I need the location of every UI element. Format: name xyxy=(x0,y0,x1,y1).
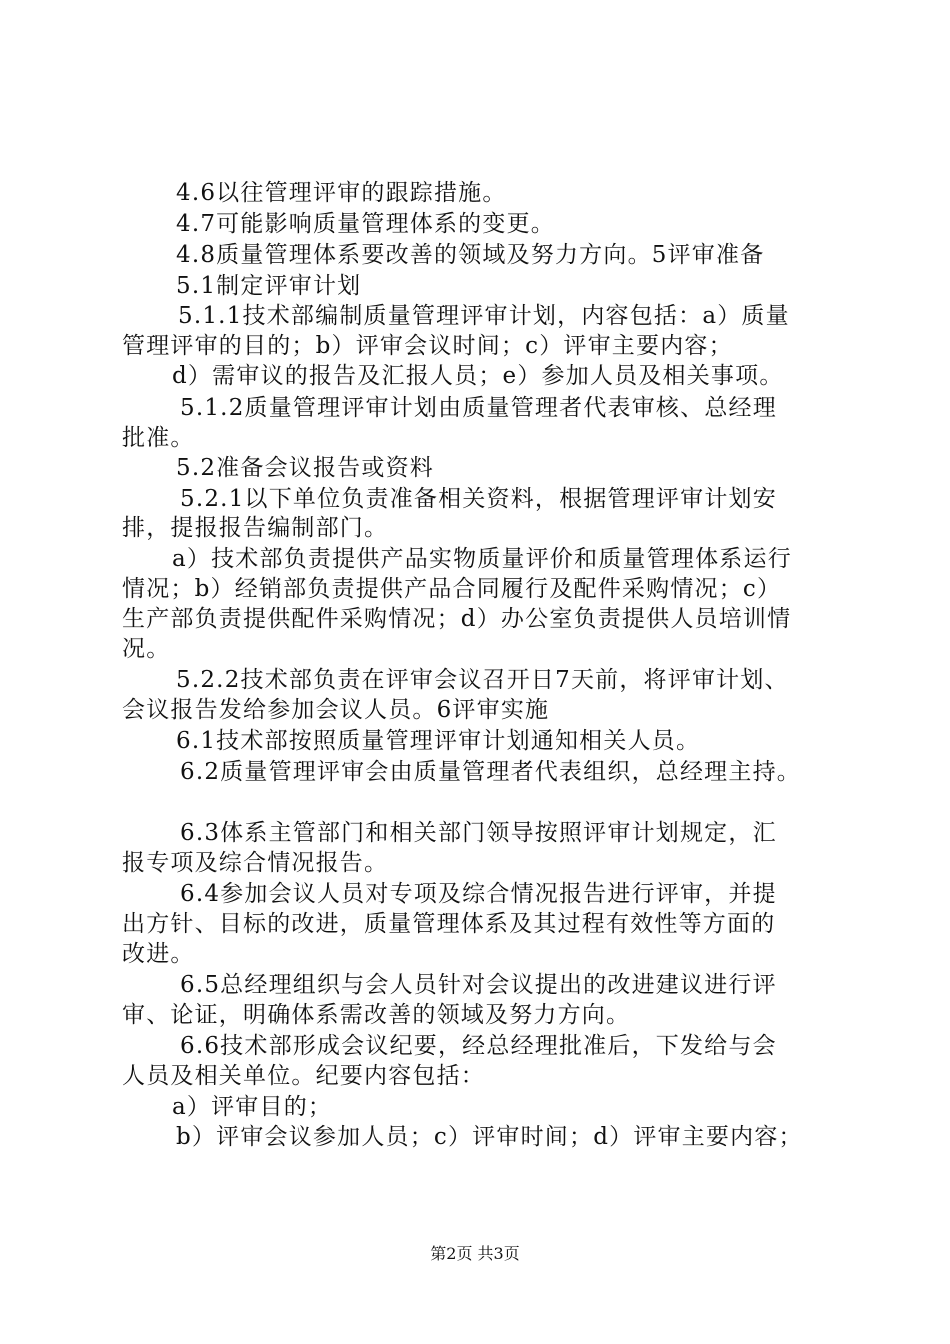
text-line: 况。 xyxy=(122,636,171,662)
text-line: b）评审会议参加人员；c）评审时间；d）评审主要内容； xyxy=(176,1124,803,1150)
text-line: 5.2准备会议报告或资料 xyxy=(176,455,434,481)
text-line: a）评审目的； xyxy=(172,1094,333,1120)
text-line: 批准。 xyxy=(122,425,195,451)
text-line: 出方针、目标的改进，质量管理体系及其过程有效性等方面的 xyxy=(122,911,776,937)
text-line: 人员及相关单位。纪要内容包括： xyxy=(122,1063,485,1089)
text-line: d）需审议的报告及汇报人员；e）参加人员及相关事项。 xyxy=(172,363,784,389)
text-line: 情况；b）经销部负责提供产品合同履行及配件采购情况；c） xyxy=(122,576,782,602)
text-line: 5.1制定评审计划 xyxy=(176,273,362,299)
text-line: 4.6以往管理评审的跟踪措施。 xyxy=(176,180,507,206)
page-number-footer: 第2页 共3页 xyxy=(430,1244,520,1263)
text-line: 会议报告发给参加会议人员。6评审实施 xyxy=(122,697,550,723)
text-line: 排，提报报告编制部门。 xyxy=(122,515,389,541)
text-line: 6.1技术部按照质量管理评审计划通知相关人员。 xyxy=(176,728,701,754)
text-line: 6.3体系主管部门和相关部门领导按照评审计划规定，汇 xyxy=(180,820,777,846)
text-line: 报专项及综合情况报告。 xyxy=(122,850,389,876)
text-line: 4.7可能影响质量管理体系的变更。 xyxy=(176,211,555,237)
text-line: 生产部负责提供配件采购情况；d）办公室负责提供人员培训情 xyxy=(122,606,792,632)
text-line: 4.8质量管理体系要改善的领域及努力方向。5评审准备 xyxy=(176,242,765,268)
text-line: 管理评审的目的；b）评审会议时间；c）评审主要内容； xyxy=(122,333,733,359)
text-line: 6.6技术部形成会议纪要，经总经理批准后，下发给与会 xyxy=(180,1033,777,1059)
text-line: 审、论证，明确体系需改善的领域及努力方向。 xyxy=(122,1002,631,1028)
text-line: 改进。 xyxy=(122,941,195,967)
text-line: 5.2.2技术部负责在评审会议召开日7天前，将评审计划、 xyxy=(176,667,789,693)
text-line: 5.1.2质量管理评审计划由质量管理者代表审核、总经理 xyxy=(180,395,777,421)
text-line: 5.1.1技术部编制质量管理评审计划，内容包括：a）质量 xyxy=(178,303,790,329)
text-line: 6.5总经理组织与会人员针对会议提出的改进建议进行评 xyxy=(180,972,777,998)
text-line: 6.2质量管理评审会由质量管理者代表组织，总经理主持。 xyxy=(180,759,801,785)
text-line: 6.4参加会议人员对专项及综合情况报告进行评审，并提 xyxy=(180,881,777,907)
text-line: 5.2.1以下单位负责准备相关资料，根据管理评审计划安 xyxy=(180,486,777,512)
text-line: a）技术部负责提供产品实物质量评价和质量管理体系运行 xyxy=(172,546,792,572)
